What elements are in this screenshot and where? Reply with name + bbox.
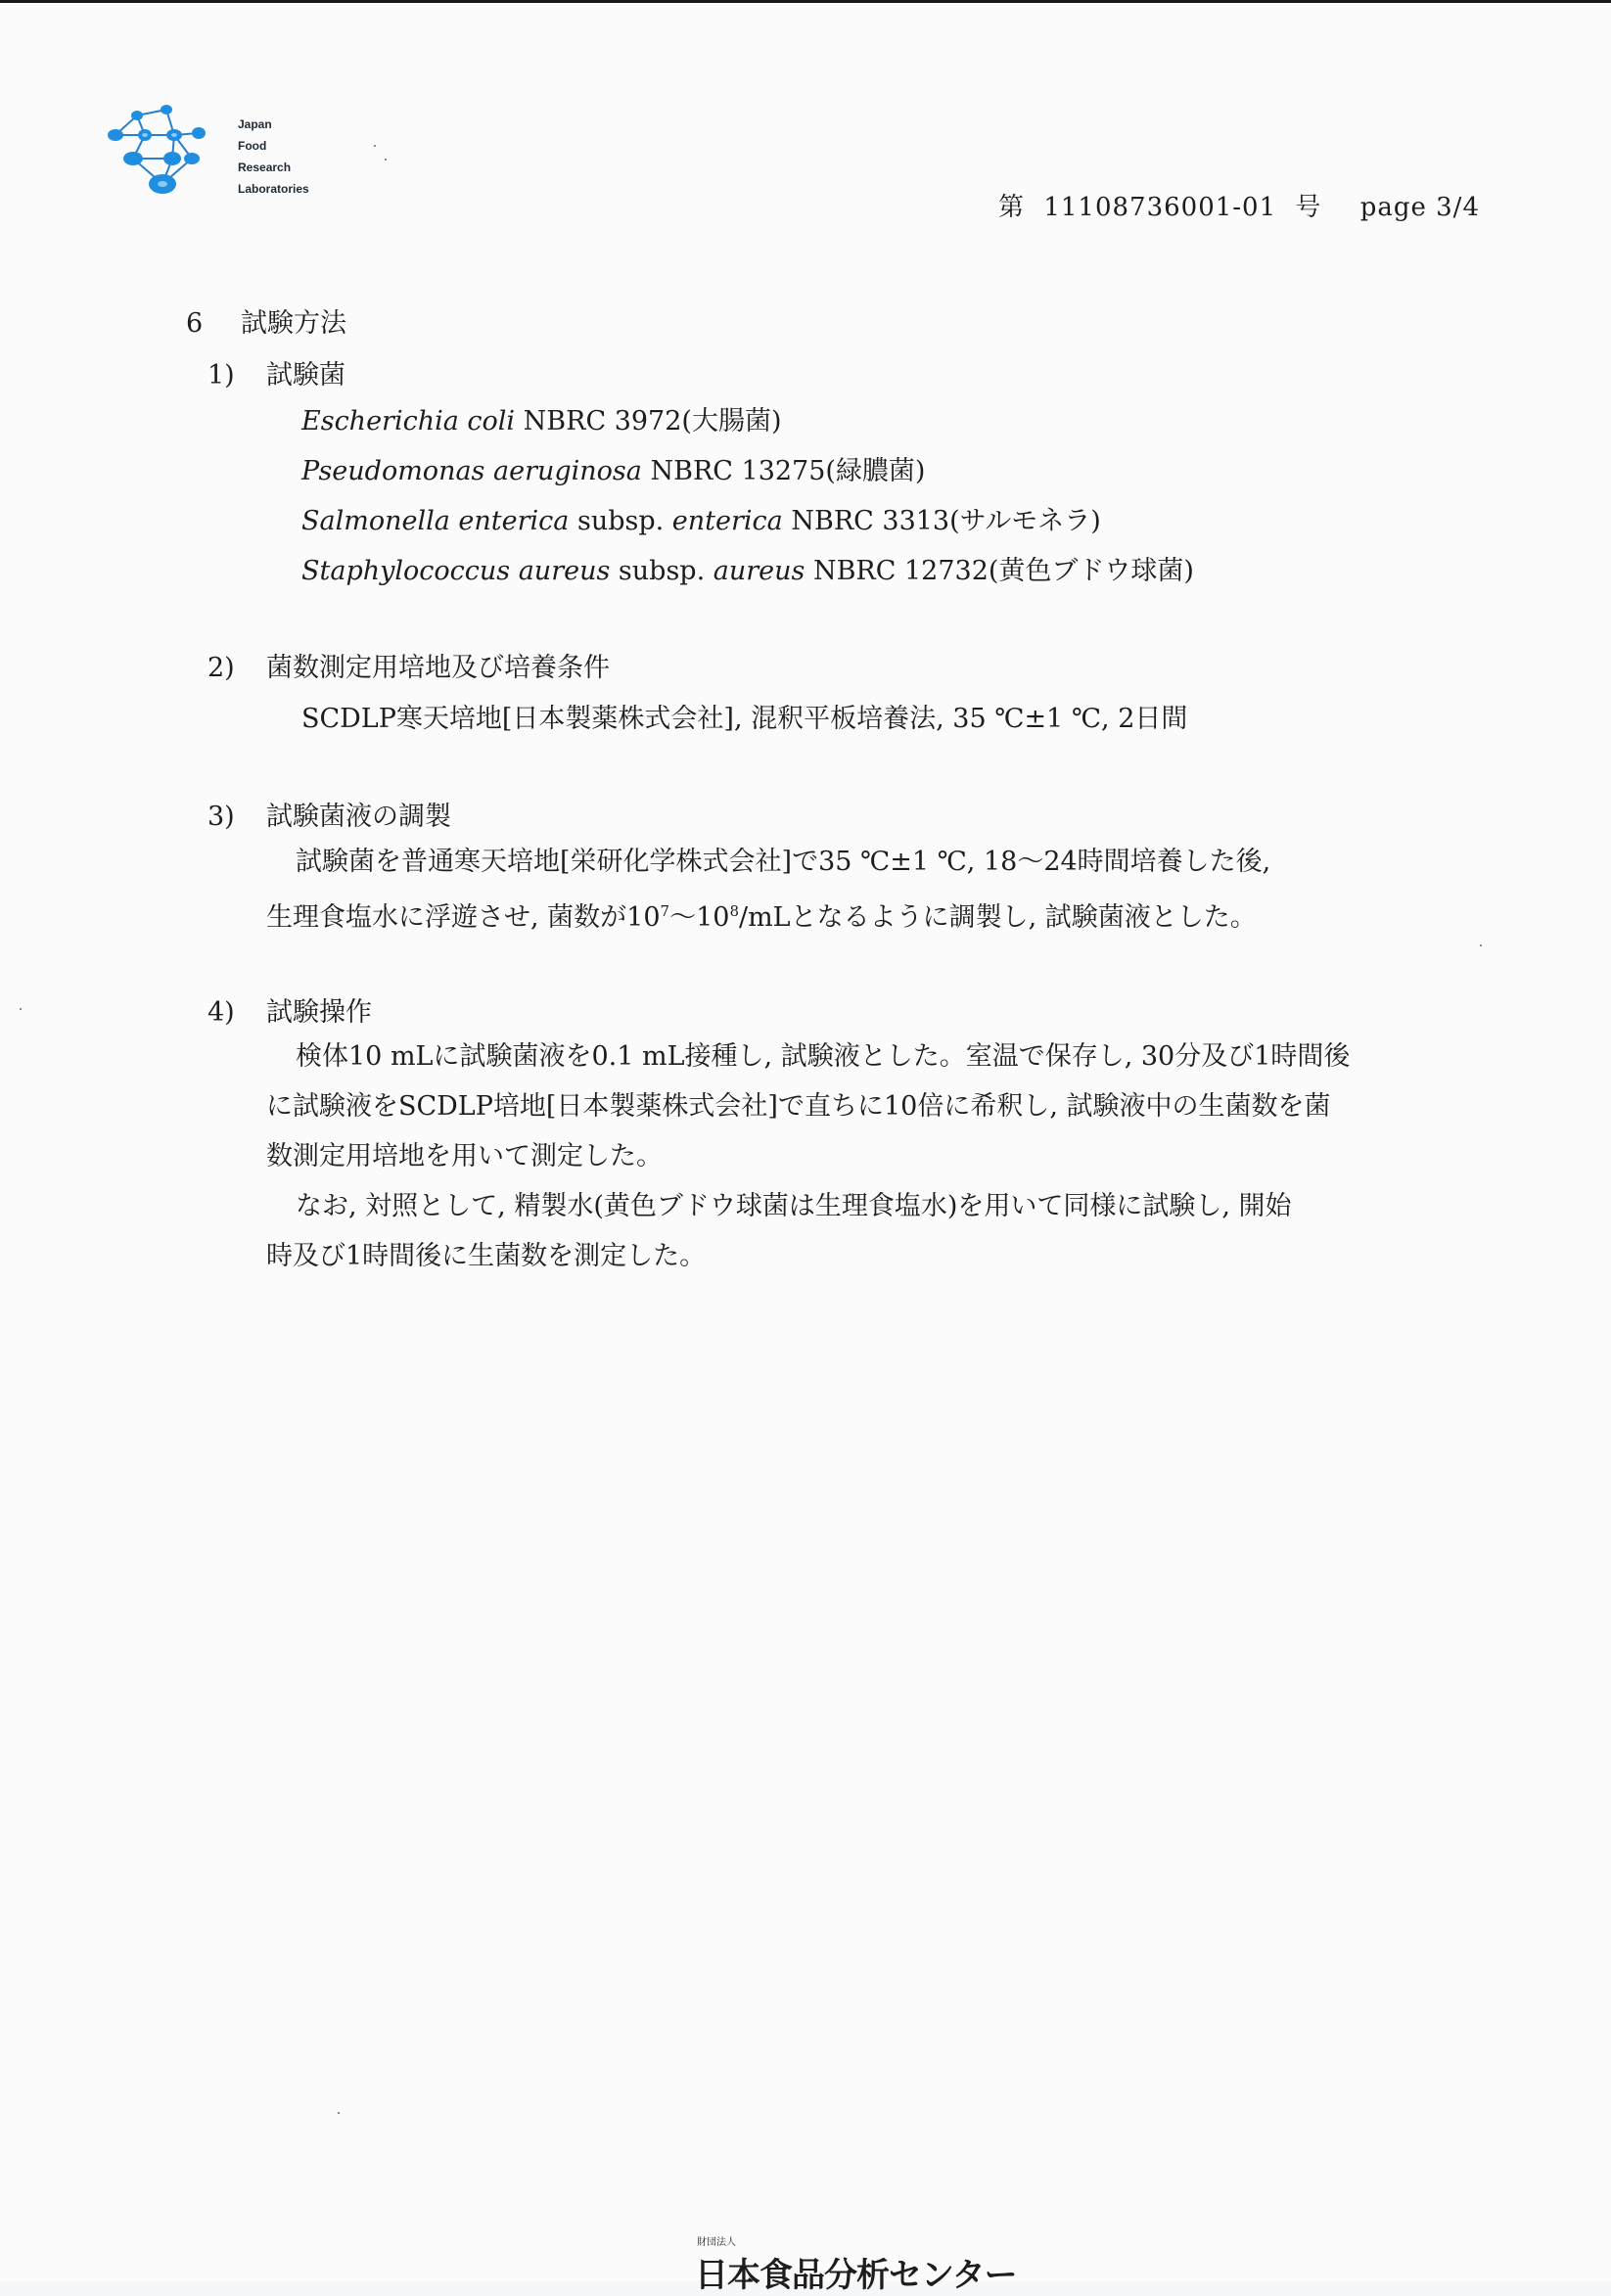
subsection-4-heading	[207, 990, 372, 1029]
subsection-number: 3)	[207, 802, 235, 832]
strain-info: NBRC 3313(サルモネラ)	[782, 506, 1101, 536]
strain-info: NBRC 3972(大腸菌)	[515, 406, 782, 436]
subsection-title: 試験菌液の調製	[266, 802, 451, 832]
scan-speck	[338, 2112, 340, 2114]
preparation-paragraph	[266, 837, 1270, 942]
strain-info: NBRC 12732(黄色ブドウ球菌)	[805, 556, 1194, 586]
subspecies-name: aureus	[713, 556, 806, 586]
subspecies-name: enterica	[671, 506, 783, 536]
logo-line: Research	[238, 161, 292, 174]
logo-text	[238, 114, 309, 200]
subsection-number: 1)	[207, 360, 235, 390]
doc-number: 11108736001-01	[1043, 193, 1277, 222]
subsection-title: 試験菌	[266, 360, 345, 390]
footer-organization	[695, 2233, 1017, 2296]
subsection-number: 4)	[207, 997, 235, 1028]
logo-line: Food	[238, 139, 267, 153]
strain-info: NBRC 13275(緑膿菌)	[641, 456, 926, 486]
bacteria-item	[301, 499, 1194, 549]
bacteria-item	[301, 449, 1194, 499]
scan-speck	[20, 1008, 22, 1010]
jfrl-logo	[106, 98, 350, 206]
document-number	[998, 187, 1480, 223]
subsection-title: 菌数測定用培地及び培養条件	[266, 653, 610, 683]
paragraph-line: 数測定用培地を用いて測定した。	[266, 1141, 663, 1171]
scan-speck	[385, 159, 387, 161]
scan-speck	[374, 145, 376, 147]
procedure-paragraph	[266, 1032, 1350, 1281]
medium-conditions: SCDLP寒天培地[日本製薬株式会社], 混釈平板培養法, 35 ℃±1 ℃, 2日間	[301, 704, 1188, 734]
exponent: 7	[660, 902, 670, 920]
exponent: 8	[729, 902, 739, 920]
footer-organization-name: 日本食品分析センター	[695, 2257, 1017, 2294]
scan-speck	[1480, 944, 1482, 946]
bacteria-item	[301, 549, 1194, 599]
species-name: Pseudomonas aeruginosa	[301, 456, 642, 486]
paragraph-line: 時及び1時間後に生菌数を測定した。	[266, 1241, 707, 1271]
subsection-3-heading	[207, 795, 451, 833]
paragraph-line: なお, 対照として, 精製水(黄色ブドウ球菌は生理食塩水)を用いて同様に試験し, 開始	[296, 1191, 1292, 1221]
species-name: Salmonella enterica	[301, 506, 570, 536]
subsp-label: subsp.	[610, 556, 713, 586]
species-name: Escherichia coli	[301, 406, 516, 436]
text-fragment: /mLとなるように調製し, 試験菌液とした。	[738, 902, 1257, 933]
text-fragment: 生理食塩水に浮遊させ, 菌数が10	[266, 902, 661, 933]
subsection-2-heading	[207, 646, 610, 684]
bacteria-item	[301, 399, 1194, 449]
scan-top-edge	[0, 0, 1611, 3]
section-heading	[186, 301, 346, 340]
page-label: page 3/4	[1359, 193, 1480, 222]
paragraph-line: に試験液をSCDLP培地[日本製薬株式会社]で直ちに10倍に希釈し, 試験液中の生菌数を菌	[266, 1091, 1331, 1122]
subsection-1-heading	[207, 353, 345, 391]
logo-line: Laboratories	[238, 182, 309, 196]
subsection-title: 試験操作	[266, 997, 372, 1028]
paragraph-line: 検体10 mLに試験菌液を0.1 mL接種し, 試験液とした。室温で保存し, 30分及び1時間後	[296, 1041, 1351, 1072]
logo-line: Japan	[238, 117, 272, 131]
section-title: 試験方法	[241, 308, 346, 339]
text-fragment: ～10	[669, 902, 730, 933]
paragraph-line: 試験菌を普通寒天培地[栄研化学株式会社]で35 ℃±1 ℃, 18～24時間培養した後,	[296, 847, 1271, 877]
subsp-label: subsp.	[569, 506, 672, 536]
molecule-logo-icon	[106, 98, 233, 206]
species-name: Staphylococcus aureus	[301, 556, 611, 586]
doc-suffix: 号	[1295, 193, 1322, 222]
subsection-number: 2)	[207, 653, 235, 683]
footer-small-label: 財団法人	[697, 2237, 736, 2248]
section-number: 6	[186, 308, 204, 339]
paragraph-line	[266, 887, 1270, 942]
bacteria-list	[301, 399, 1194, 599]
doc-prefix: 第	[998, 193, 1026, 222]
